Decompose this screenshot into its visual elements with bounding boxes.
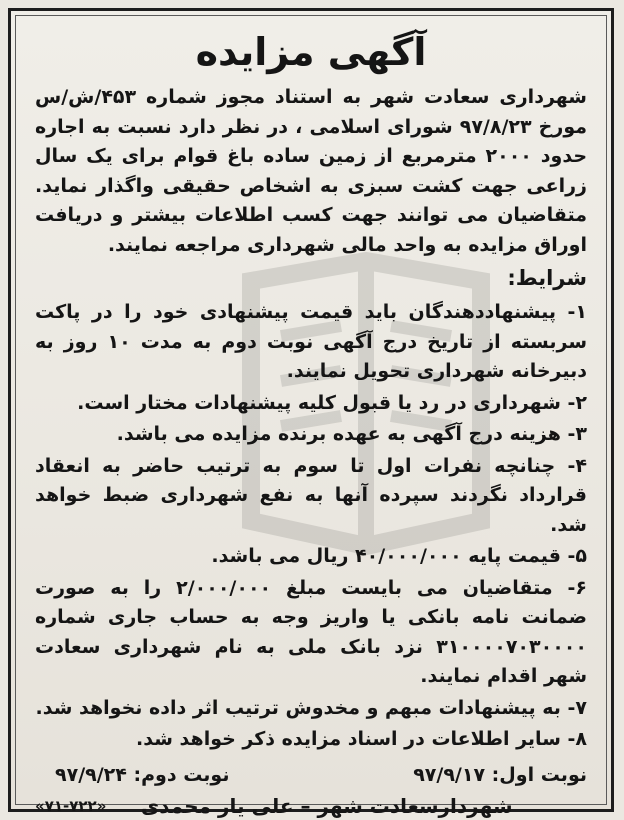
condition-item: ۱- پیشنهاددهندگان باید قیمت پیشنهادی خود را در پاکت سربسته از تاریخ درج آگهی نوبت دوم به مدت ۱۰ روز به دبیرخانه شهرداری تحویل نمایند.	[35, 301, 587, 382]
condition-item: ۲- شهرداری در رد یا قبول کلیه پیشنهادات مختار است.	[77, 391, 587, 414]
notice-code: «۷۱-۷۲۲»	[35, 796, 107, 815]
notice-border	[8, 8, 614, 818]
notice-title: آگهی مزایده	[195, 30, 427, 74]
publication-dates	[35, 761, 587, 790]
condition-item: ۵- قیمت پایه ۴۰/۰۰۰/۰۰۰ ریال می باشد.	[211, 545, 587, 567]
second-round-date: نوبت دوم: ۹۷/۹/۲۴	[55, 763, 230, 786]
condition-item: ۶- متقاضیان می بایست مبلغ ۲/۰۰۰/۰۰۰ را به صورت ضمانت نامه بانکی یا واریز وجه به حساب جاری شماره ۳۱۰۰۰۰۷۰۳۰۰۰۰ نزد بانک ملی به نام شهرداری سعادت شهر اقدام نمایند.	[35, 576, 587, 687]
condition-item: ۷- به پیشنهادات مبهم و مخدوش ترتیب اثر داده نخواهد شد.	[35, 696, 587, 719]
conditions-title: شرایط:	[507, 266, 587, 290]
condition-item: ۴- چنانچه نفرات اول تا سوم به ترتیب حاضر به انعقاد قرارداد نگردند سپرده آنها به نفع شهرداری ضبط خواهد شد.	[35, 454, 587, 536]
first-round-date: نوبت اول: ۹۷/۹/۱۷	[413, 763, 587, 786]
notice-content	[35, 29, 588, 818]
condition-item: ۳- هزینه درج آگهی به عهده برنده مزایده می باشد.	[116, 423, 587, 445]
condition-item: ۸- سایر اطلاعات در اسناد مزایده ذکر خواهد شد.	[136, 728, 587, 750]
conditions-list	[35, 298, 587, 755]
mayor-signature: شهردارسعادت شهر – علی یار محمدی	[140, 793, 513, 818]
signature-row	[35, 792, 587, 820]
notice-intro: شهرداری سعادت شهر به استناد مجوز شماره ۴۵۳/ش/س مورخ ۹۷/۸/۲۳ شورای اسلامی ، در نظر دارد نسبت به اجاره حدود ۲۰۰۰ مترمربع از زمین ساده باغ قوام برای یک سال زراعی جهت کشت سبزی به اشخاص حقیقی واگذار نماید. متقاضیان می توانند جهت کسب اطلاعات بیشتر و دریافت اوراق مزایده به واحد مالی شهرداری مراجعه نمایند.	[35, 86, 588, 256]
